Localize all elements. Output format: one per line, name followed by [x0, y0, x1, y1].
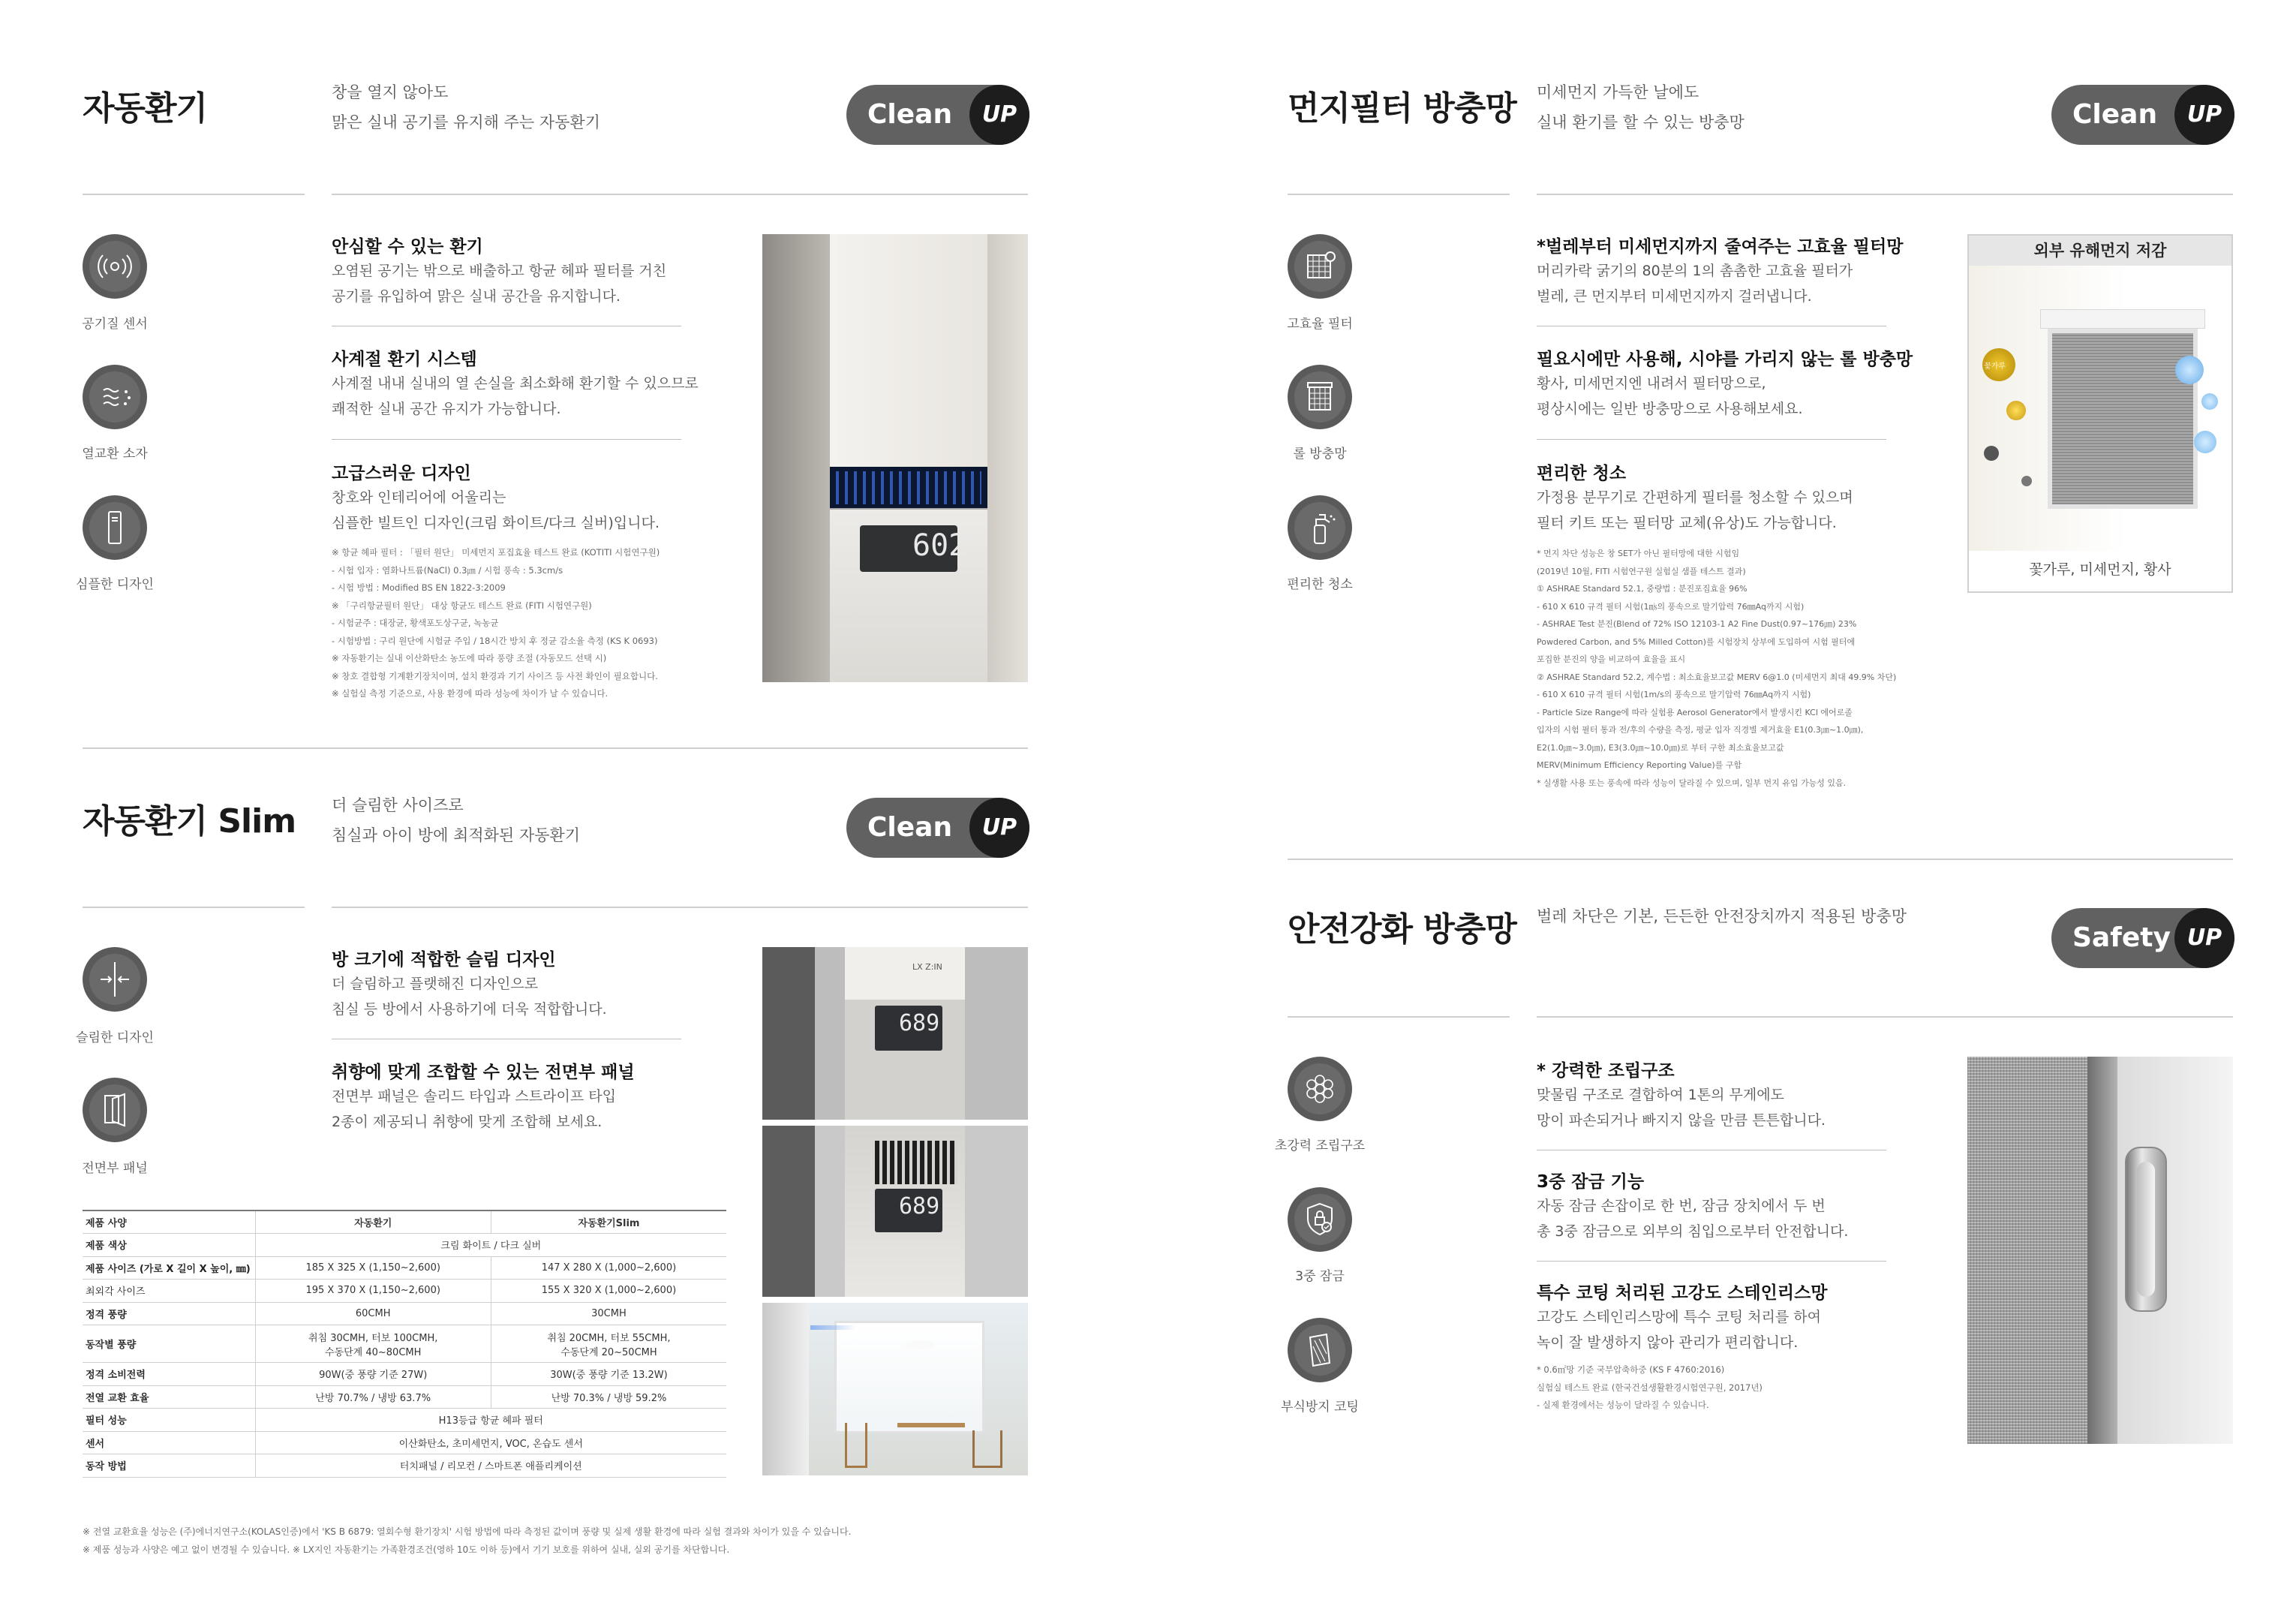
- table-cell: 최외각 사이즈: [83, 1280, 255, 1303]
- table-cell: 난방 70.7% / 냉방 63.7%: [255, 1385, 491, 1409]
- feature-desc: 더 슬림하고 플랫해진 디자인으로: [332, 976, 539, 992]
- note-line: - 실제 환경에서는 성능이 달라질 수 있습니다.: [1537, 1400, 1709, 1410]
- note-line: * 먼지 차단 성능은 창 SET가 아닌 필터망에 대한 시험임: [1537, 549, 1740, 558]
- divider: [332, 194, 1028, 195]
- table-row: [83, 1302, 726, 1325]
- heat-exchanger-icon: [83, 365, 147, 429]
- table-row: [83, 1385, 726, 1409]
- table-cell: 195 X 370 X (1,150~2,600): [255, 1280, 491, 1303]
- spec-table: [83, 1210, 726, 1478]
- divider: [83, 194, 305, 195]
- feature-desc: 심플한 빌트인 디자인(크림 화이트/다크 실버)입니다.: [332, 515, 660, 531]
- feature-title: * 강력한 조립구조: [1537, 1061, 1675, 1081]
- table-cell: 155 X 320 X (1,000~2,600): [491, 1280, 726, 1303]
- auto-vent-product-photo: [762, 234, 1028, 682]
- badge-label: Safety: [2072, 922, 2171, 953]
- note-line: * 실생활 사용 또는 풍속에 따라 성능이 달라질 수 있으며, 일부 먼지 유입 가능성 있음.: [1537, 777, 1847, 788]
- dust-filter-title: 먼지필터 방충망: [1288, 89, 1516, 128]
- feature-title: 편리한 청소: [1537, 464, 1627, 483]
- clean-up-badge: [846, 85, 1029, 145]
- note-line: ※ 항균 헤파 필터 : 「필터 원단」 미세먼지 포집효율 테스트 완료 (KOTITI 시험연구원): [332, 547, 660, 558]
- footnote-line: ※ 제품 성능과 사양은 예고 없이 변경될 수 있습니다. ※ LX지인 자동환기는 가족환경조건(영하 10도 이하 등)에서 기기 보호를 위하여 실내, 실외 공기를 차단합니다.: [83, 1544, 730, 1555]
- note-line: 포집한 분진의 양을 비교하여 효율을 표시: [1537, 654, 1686, 664]
- note-line: - 시험균주 : 대장균, 황색포도상구균, 녹농균: [332, 618, 499, 628]
- table-cell: 터치패널 / 리모컨 / 스마트폰 애플리케이션: [255, 1454, 726, 1478]
- auto-vent-title: 자동환기: [83, 89, 208, 128]
- table-header: 제품 사양: [83, 1210, 255, 1234]
- icon-label: 전면부 패널: [82, 1161, 148, 1176]
- table-cell: H13등급 항균 헤파 필터: [255, 1409, 726, 1432]
- note-line: - 610 X 610 규격 필터 시험(1m/s의 풍속으로 말기압력 76㎜Aq까지 시험): [1537, 690, 1811, 699]
- feature-desc: 황사, 미세먼지엔 내려서 필터망으로,: [1537, 375, 1766, 392]
- notes-block: [1537, 1361, 1763, 1415]
- divider: [1537, 1261, 1886, 1262]
- feature-desc: 필터 키트 또는 필터망 교체(유상)도 가능합니다.: [1537, 515, 1837, 531]
- safety-up-badge: [2051, 908, 2234, 968]
- icon-label: 초강력 조립구조: [1274, 1138, 1366, 1153]
- air-sensor-icon: [83, 234, 147, 299]
- slim-solid-panel-photo: [762, 947, 1028, 1120]
- table-row: [83, 1256, 726, 1280]
- note-line: * 0.6㎡망 기준 국부압축하중 (KS F 4760:2016): [1537, 1364, 1725, 1375]
- note-line: MERV(Minimum Efficiency Reporting Value)를 구함: [1537, 760, 1742, 770]
- clean-up-badge: [2051, 85, 2234, 145]
- note-line: 실험실 테스트 완료 (한국건설생활환경시험연구원, 2017년): [1537, 1382, 1763, 1393]
- up-logo-icon: UP: [2174, 908, 2234, 968]
- feature-desc: 고강도 스테인리스망에 특수 코팅 처리를 하여: [1537, 1309, 1821, 1325]
- divider: [332, 907, 1028, 908]
- feature-title: 사계절 환기 시스템: [332, 350, 477, 369]
- table-cell: [255, 1325, 491, 1363]
- high-efficiency-filter-icon: [1288, 234, 1352, 299]
- dust-filter-subtitle-1: 미세먼지 가득한 날에도: [1537, 83, 1699, 101]
- table-cell: 동작별 풍량: [83, 1325, 255, 1363]
- divider: [332, 439, 681, 440]
- feature-desc: 자동 잠금 손잡이로 한 번, 잠금 장치에서 두 번: [1537, 1198, 1826, 1214]
- slim-stripe-panel-photo: [762, 1126, 1028, 1297]
- note-line: ※ 창호 결합형 기계환기장치이며, 설치 환경과 기기 사이즈 등 사전 확인이 필요합니다.: [332, 670, 658, 681]
- bedroom-interior-photo: [762, 1303, 1028, 1475]
- clean-up-badge: [846, 798, 1029, 858]
- feature-desc: 창호와 인테리어에 어울리는: [332, 489, 506, 506]
- roll-screen-icon: [1288, 365, 1352, 429]
- note-line: ② ASHRAE Standard 52.2, 계수법 : 최소효율보고값 MERV 6@1.0 (미세먼지 최대 49.9% 차단): [1537, 672, 1897, 682]
- up-logo-icon: UP: [969, 85, 1029, 145]
- display-readout: 602: [912, 528, 967, 563]
- note-line: ※ 자동환기는 실내 이산화탄소 농도에 따라 풍량 조절 (자동모드 선택 시): [332, 653, 607, 663]
- badge-label: Clean: [867, 812, 953, 843]
- table-cell: 센서: [83, 1431, 255, 1454]
- feature-title: *벌레부터 미세먼지까지 줄여주는 고효율 필터망: [1537, 237, 1904, 257]
- divider: [1537, 439, 1886, 440]
- table-cell: 60CMH: [255, 1302, 491, 1325]
- feature-desc: 맞물림 구조로 결합하여 1톤의 무게에도: [1537, 1087, 1784, 1103]
- display-readout: 689: [899, 1193, 940, 1220]
- feature-title: 필요시에만 사용해, 시야를 가리지 않는 롤 방충망: [1537, 350, 1913, 369]
- cell-line: 수동단계 40~80CMH: [324, 1346, 422, 1358]
- icon-label: 부식방지 코팅: [1281, 1400, 1359, 1415]
- slim-subtitle-2: 침실과 아이 방에 최적화된 자동환기: [332, 826, 580, 844]
- feature-desc: 총 3중 잠금으로 외부의 침입으로부터 안전합니다.: [1537, 1223, 1849, 1240]
- divider: [1288, 1016, 1510, 1018]
- photo-caption-bottom: 꽃가루, 미세먼지, 황사: [2029, 561, 2171, 578]
- note-line: Powdered Carbon, and 5% Milled Cotton)를 시험장치 상부에 도입하여 시험 필터에: [1537, 636, 1856, 647]
- front-panel-icon: [83, 1078, 147, 1142]
- slim-design-icon: [83, 947, 147, 1012]
- feature-title: 방 크기에 적합한 슬림 디자인: [332, 950, 556, 970]
- feature-desc: 2종이 제공되니 취향에 맞게 조합해 보세요.: [332, 1114, 603, 1130]
- notes-block: [1537, 545, 1896, 792]
- badge-label: Clean: [2072, 99, 2158, 130]
- table-header: 자동환기: [255, 1210, 491, 1234]
- divider: [1537, 194, 2233, 195]
- table-cell: 동작 방법: [83, 1454, 255, 1478]
- easy-clean-icon: [1288, 495, 1352, 560]
- cell-line: 취침 20CMH, 터보 55CMH,: [547, 1332, 671, 1344]
- note-line: - Particle Size Range에 따라 실험용 Aerosol Generator에서 발생시킨 KCl 에어로졸: [1537, 707, 1853, 717]
- note-line: - 시험 방법 : Modified BS EN 1822-3:2009: [332, 582, 506, 593]
- table-cell: 30CMH: [491, 1302, 726, 1325]
- table-cell: 정격 소비전력: [83, 1363, 255, 1386]
- footnote-line: ※ 전열 교환효율 성능은 (주)에너지연구소(KOLAS인증)에서 'KS B 6879: 열회수형 환기장치' 시험 방법에 따라 측정된 값이며 풍량 및 실제 생활 환경에 따라 실험 결과와 차이가 있을 수 있습니다.: [83, 1526, 852, 1537]
- feature-desc: 벌레, 큰 먼지부터 미세먼지까지 걸러냅니다.: [1537, 288, 1812, 305]
- table-cell: 147 X 280 X (1,000~2,600): [491, 1256, 726, 1280]
- safety-screen-title: 안전강화 방충망: [1288, 910, 1516, 949]
- table-row: [83, 1363, 726, 1386]
- table-header: 자동환기Slim: [491, 1210, 726, 1234]
- simple-design-icon: [83, 495, 147, 560]
- table-cell: 필터 성능: [83, 1409, 255, 1432]
- feature-title: 안심할 수 있는 환기: [332, 237, 483, 257]
- table-cell: 185 X 325 X (1,150~2,600): [255, 1256, 491, 1280]
- badge-label: Clean: [867, 99, 953, 130]
- note-line: ※ 「구리항균필터 원단」 대상 항균도 테스트 완료 (FITI 시험연구원): [332, 600, 592, 611]
- auto-vent-subtitle-2: 맑은 실내 공기를 유지해 주는 자동환기: [332, 113, 600, 131]
- feature-title: 특수 코팅 처리된 고강도 스테인리스망: [1537, 1283, 1828, 1303]
- icon-label: 슬림한 디자인: [76, 1030, 154, 1045]
- footnotes: [83, 1523, 851, 1559]
- photo-caption-top: 외부 유해먼지 저감: [1969, 236, 2231, 266]
- feature-desc: 사계절 내내 실내의 열 손실을 최소화해 환기할 수 있으므로: [332, 375, 699, 392]
- divider: [1288, 194, 1510, 195]
- table-row: [83, 1409, 726, 1432]
- safety-screen-photo: [1967, 1057, 2233, 1444]
- icon-label: 편리한 청소: [1287, 577, 1353, 592]
- notes-block: [332, 544, 660, 703]
- icon-label: 고효율 필터: [1287, 317, 1353, 332]
- feature-desc: 전면부 패널은 솔리드 타입과 스트라이프 타입: [332, 1088, 616, 1105]
- note-line: - 610 X 610 규격 필터 시험(1㎧의 풍속으로 말기압력 76㎜Aq까지 시험): [1537, 601, 1805, 612]
- feature-desc: 오염된 공기는 밖으로 배출하고 항균 헤파 필터를 거친: [332, 263, 667, 279]
- note-line: 입자의 시험 필터 통과 전/후의 수량을 측정, 평균 입자 직경별 제거효율 E1(0.3㎛~1.0㎛),: [1537, 725, 1864, 735]
- table-row: [83, 1234, 726, 1257]
- display-readout: 689: [899, 1010, 940, 1036]
- table-cell: 제품 사이즈 (가로 X 길이 X 높이, ㎜): [83, 1256, 255, 1280]
- feature-title: 3중 잠금 기능: [1537, 1172, 1645, 1192]
- triple-lock-icon: [1288, 1187, 1352, 1252]
- note-line: - ASHRAE Test 분진(Blend of 72% ISO 12103-1 A2 Fine Dust(0.97~176㎛) 23%: [1537, 619, 1857, 629]
- icon-label: 공기질 센서: [82, 317, 148, 332]
- note-line: ※ 실험실 측정 기준으로, 사용 환경에 따라 성능에 차이가 날 수 있습니다.: [332, 688, 609, 699]
- dust-filter-subtitle-2: 실내 환기를 할 수 있는 방충망: [1537, 113, 1745, 131]
- hexagon-structure-icon: [1288, 1057, 1352, 1121]
- table-row: [83, 1454, 726, 1478]
- table-cell: 90W(중 풍량 기준 27W): [255, 1363, 491, 1386]
- table-cell: 30W(중 풍량 기준 13.2W): [491, 1363, 726, 1386]
- feature-title: 취향에 맞게 조합할 수 있는 전면부 패널: [332, 1063, 635, 1082]
- feature-desc: 평상시에는 일반 방충망으로 사용해보세요.: [1537, 401, 1803, 417]
- brand-mark: LX Z:IN: [912, 962, 942, 972]
- divider: [1288, 859, 2233, 860]
- divider: [1537, 1016, 2233, 1018]
- table-cell: 정격 풍량: [83, 1302, 255, 1325]
- icon-label: 3중 잠금: [1295, 1269, 1345, 1284]
- pollen-tag: 꽃가루: [1984, 362, 2006, 371]
- up-logo-icon: UP: [969, 798, 1029, 858]
- table-cell: 크림 화이트 / 다크 실버: [255, 1234, 726, 1257]
- table-cell: 전열 교환 효율: [83, 1385, 255, 1409]
- auto-vent-subtitle-1: 창을 열지 않아도: [332, 83, 449, 101]
- table-row: [83, 1431, 726, 1454]
- icon-label: 열교환 소자: [82, 447, 148, 462]
- cell-line: 취침 30CMH, 터보 100CMH,: [308, 1332, 438, 1344]
- note-line: - 시험방법 : 구리 원단에 시험균 주입 / 18시간 방치 후 정균 감소율 측정 (KS K 0693): [332, 635, 658, 646]
- dust-filter-photo-card: [1967, 234, 2233, 593]
- feature-desc: 쾌적한 실내 공간 유지가 가능합니다.: [332, 401, 561, 417]
- feature-desc: 머리카락 굵기의 80분의 1의 촘촘한 고효율 필터가: [1537, 263, 1853, 279]
- feature-desc: 공기를 유입하여 맑은 실내 공간을 유지합니다.: [332, 288, 621, 305]
- feature-desc: 가정용 분무기로 간편하게 필터를 청소할 수 있으며: [1537, 489, 1853, 506]
- anti-corrosion-icon: [1288, 1318, 1352, 1382]
- feature-title: 고급스러운 디자인: [332, 464, 471, 483]
- table-header-row: [83, 1210, 726, 1234]
- feature-desc: 침실 등 방에서 사용하기에 더욱 적합합니다.: [332, 1001, 607, 1018]
- table-row: [83, 1280, 726, 1303]
- slim-title: 자동환기 Slim: [83, 802, 296, 841]
- note-line: - 시험 입자 : 염화나트륨(NaCl) 0.3㎛ / 시험 풍속 : 5.3cm/s: [332, 564, 563, 576]
- feature-desc: 망이 파손되거나 빠지지 않을 만큼 튼튼합니다.: [1537, 1112, 1826, 1129]
- table-cell: 이산화탄소, 초미세먼지, VOC, 온습도 센서: [255, 1431, 726, 1454]
- divider: [83, 747, 1028, 749]
- feature-desc: 녹이 잘 발생하지 않아 관리가 편리합니다.: [1537, 1334, 1799, 1351]
- slim-subtitle-1: 더 슬림한 사이즈로: [332, 796, 464, 814]
- table-cell: 제품 색상: [83, 1234, 255, 1257]
- table-cell: 난방 70.3% / 냉방 59.2%: [491, 1385, 726, 1409]
- safety-screen-subtitle: 벌레 차단은 기본, 든든한 안전장치까지 적용된 방충망: [1537, 907, 1907, 925]
- note-line: ① ASHRAE Standard 52.1, 중량법 : 분진포집효율 96%: [1537, 584, 1748, 594]
- note-line: E2(1.0㎛~3.0㎛), E3(3.0㎛~10.0㎛)로 부터 구한 최소효율보고값: [1537, 742, 1784, 753]
- note-line: (2019년 10월, FITI 시험연구원 실험실 샘플 테스트 결과): [1537, 566, 1746, 576]
- icon-label: 롤 방충망: [1293, 447, 1347, 462]
- up-logo-icon: UP: [2174, 85, 2234, 145]
- divider: [83, 907, 305, 908]
- table-row: [83, 1325, 726, 1363]
- cell-line: 수동단계 20~50CMH: [560, 1346, 657, 1358]
- icon-label: 심플한 디자인: [76, 577, 154, 592]
- table-cell: [491, 1325, 726, 1363]
